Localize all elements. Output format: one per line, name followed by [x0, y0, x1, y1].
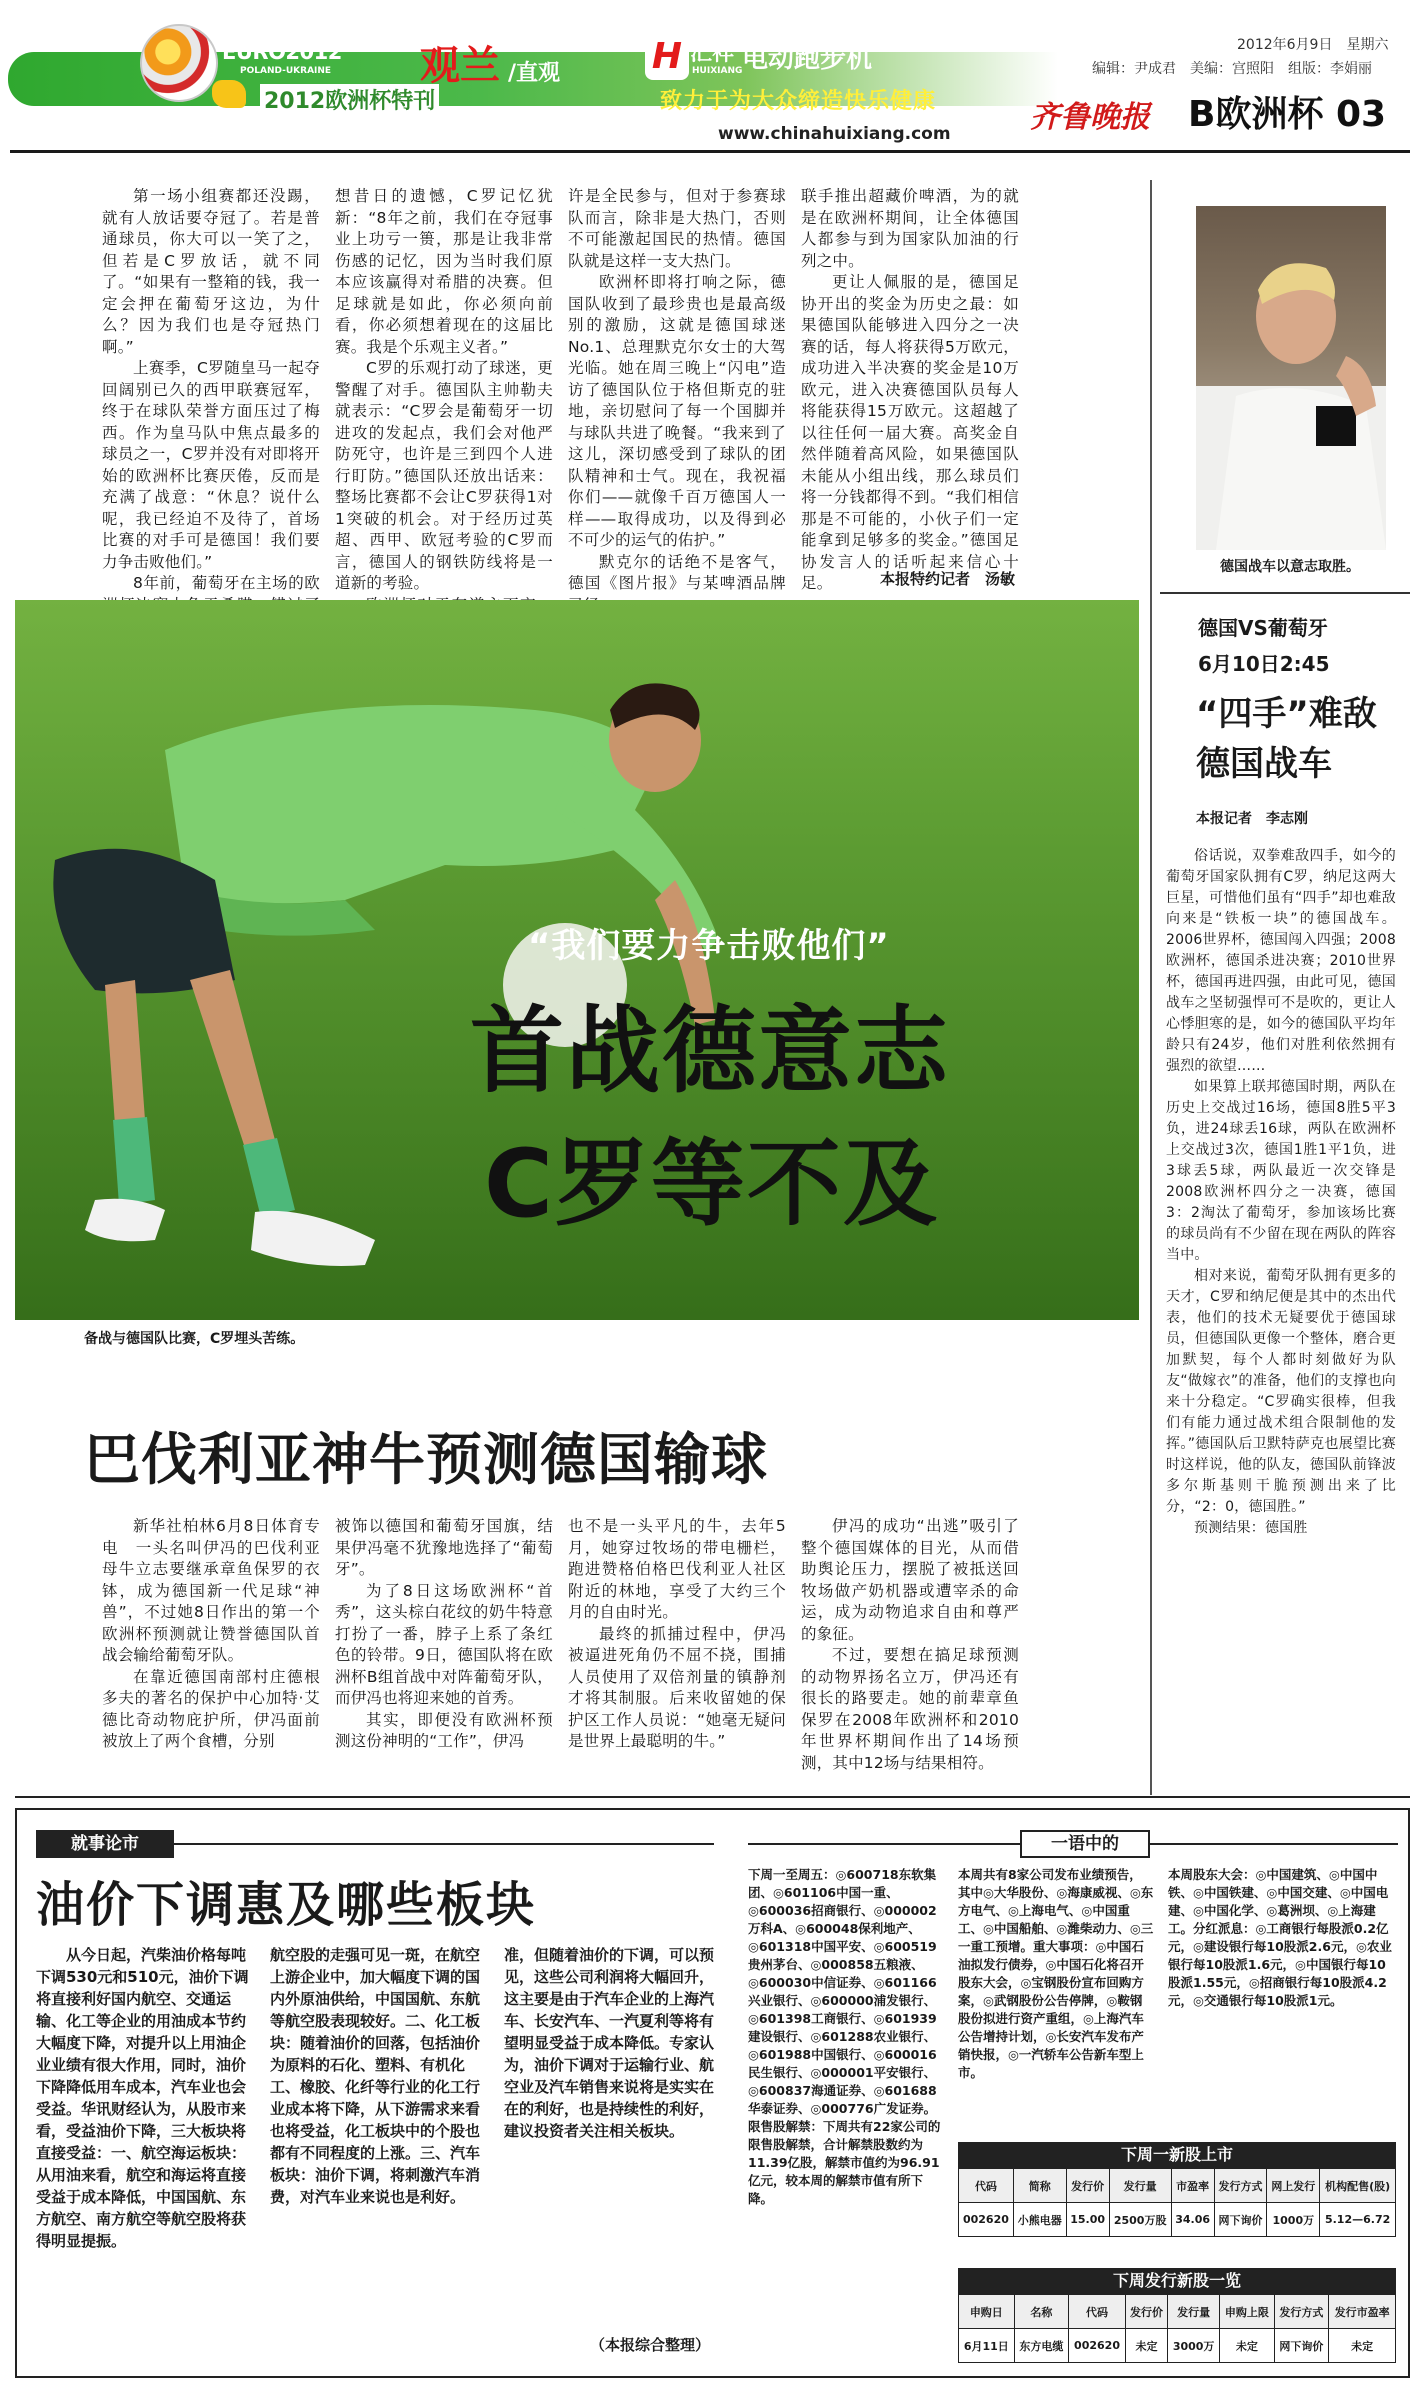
sponsor-url[interactable]: www.chinahuixiang.com: [718, 124, 951, 144]
table-cell: 2500万股: [1109, 2203, 1171, 2237]
table-header-cell: 机构配售(股): [1320, 2169, 1396, 2203]
table-cell: 未定: [1329, 2329, 1396, 2363]
main-quote: “我们要力争击败他们”: [528, 926, 890, 966]
paragraph: 伊冯的成功“出逃”吸引了整个德国媒体的目光，从而借助舆论压力，摆脱了被抵送回牧场做产奶机器或遭宰杀的命运，成为动物追求自由和尊严的象征。: [801, 1517, 1019, 1643]
table-cell: 002620: [1069, 2329, 1126, 2363]
table-cell: 小熊电器: [1013, 2203, 1066, 2237]
finance-headline: 油价下调惠及哪些板块: [36, 1877, 537, 1933]
guanlan-title: 观兰: [420, 42, 500, 89]
euro-logo-flower: [212, 80, 246, 108]
player-silhouette: [1196, 206, 1386, 550]
sponsor-name: 汇祥: [690, 41, 735, 66]
stock-news-col3: 本周股东大会：◎中国建筑、◎中国中铁、◎中国铁建、◎中国交建、◎中国电建、◎中国化学、◎葛洲坝、◎上海建工。分红派息：◎工商银行每股派0.2亿元，◎建设银行每10股派2.6元，◎农业银行每10股派1.6元，◎中国银行每10股派1.55元，◎招商银行每10股派4.2元，◎交通银行每10股派1元。: [1168, 1867, 1392, 2008]
table-cell: 未定: [1220, 2329, 1275, 2363]
paragraph: 俗话说，双拳难敌四手，如今的葡萄牙国家队拥有C罗，纳尼这两大巨星，可惜他们虽有“四手”却也难敌向来是“铁板一块”的德国战车。2006世界杯，德国闯入四强；2008欧洲杯，德国杀进决赛；2010世界杯，德国再进四强，由此可见，德国战车之坚韧强悍可不是吹的，更让人心悸胆寒的是，如今的德国队平均年龄只有24岁，他们对胜利依然拥有强烈的欲望……: [1166, 848, 1396, 1074]
main-headline-line1: 首战德意志: [470, 997, 951, 1106]
table-cell: 002620: [959, 2203, 1014, 2237]
new-issue-title: 下周发行新股一览: [958, 2268, 1396, 2294]
paragraph: 相对来说，葡萄牙队拥有更多的天才，C罗和纳尼便是其中的杰出代表，他们的技术无疑要优于德国球员，但德国队更像一个整体，磨合更加默契，每个人都时刻做好为队友“做嫁衣”的准备，他们的支撑也向来十分稳定。“C罗确实很棒，但我们有能力通过战术组合限制他的发挥。”德国队后卫默特萨克也展望比赛时这样说，他的队友，德国队前锋波多尔斯基则干脆预测出来了比分，“2：0，德国胜。”: [1166, 1268, 1396, 1515]
issue-date: 2012年6月9日 星期六: [1237, 37, 1389, 53]
bull-col2: [335, 1516, 553, 1778]
header: [0, 0, 1417, 155]
table-header-cell: 发行方式: [1274, 2295, 1329, 2329]
finance-tag: 就事论市: [36, 1830, 174, 1858]
zhiguan-title: /直观: [508, 61, 561, 86]
paragraph: 更让人佩服的是，德国足协开出的奖金为历史之最：如果德国队能够进入四分之一决赛的话，每人将获得5万欧元，成功进入半决赛的奖金是10万欧元，进入决赛德国队员每人将能获得15万欧元。这超越了以往任何一届大赛。高奖金自然伴随着高风险，如果德国队未能从小组出线，那么球员们将一分钱都得不到。“我们相信那是不可能的，小伙子们一定能拿到足够多的奖金。”德国足协发言人的话听起来信心十足。: [801, 273, 1019, 592]
paragraph: C罗的乐观打动了球迷，更警醒了对手。德国队主帅勒夫就表示：“C罗会是葡萄牙一切进攻的发起点，我们会对他严防死守，也许是三到四个人进行盯防。”德国队还放出话来：整场比赛都不会让C罗获得1对1突破的机会。对于经历过英超、西甲、欧冠考验的C罗而言，德国人的钢铁防线将是一道新的考验。: [335, 359, 553, 592]
paper-name: 齐鲁晚报: [1030, 100, 1150, 135]
table-cell: 5.12—6.72: [1320, 2203, 1396, 2237]
euro-ball-logo: [140, 24, 218, 102]
paragraph: 联手推出超藏价啤酒，为的就是在欧洲杯期间，让全体德国人都参与到为国家队加油的行列之中。: [801, 187, 1019, 270]
new-issue-grid: [958, 2294, 1396, 2363]
table-cell: 东方电缆: [1014, 2329, 1069, 2363]
table-header-cell: 网上发行: [1267, 2169, 1320, 2203]
paragraph: 其实，即便没有欧洲杯预测这份神明的“工作”，伊冯: [335, 1710, 553, 1750]
table-header-cell: 市盈率: [1171, 2169, 1214, 2203]
table-header-cell: 申购上限: [1220, 2295, 1275, 2329]
bull-col3: [568, 1516, 786, 1778]
table-header-cell: 名称: [1014, 2295, 1069, 2329]
stock-news-col2: 本周共有8家公司发布业绩预告，其中◎大华股份、◎海康威视、◎东方电气、◎上海电气、◎中国重工、◎中国船舶、◎潍柴动力、◎三一重工预增。重大事项：◎中国石油拟发行债券，◎中国石化将召开股东大会，◎宝钢股份宣布回购方案，◎武钢股份公告停牌，◎鞍钢股份拟进行资产重组，◎上海汽车公告增持计划，◎长安汽车发布产销快报，◎一汽轿车公告新车型上市。: [958, 1867, 1154, 2080]
paragraph: 如果算上联邦德国时期，两队在历史上交战过16场，德国8胜5平3负，进24球丢16球，两队在欧洲杯上交战过3次，德国1胜1平1负，进3球丢5球，两队最近一次交锋是2008欧洲杯四分之一决赛，德国3：2淘汰了葡萄牙，参加该场比赛的球员尚有不少留在现在两队的阵容当中。: [1166, 1079, 1396, 1263]
table-header-cell: 发行方式: [1214, 2169, 1267, 2203]
table-cell: 3000万: [1168, 2329, 1220, 2363]
staff-credits: 编辑：尹成君 美编：宫照阳 组版：李娟丽: [1092, 61, 1372, 77]
sidebar-match-time: 6月10日2:45: [1198, 652, 1330, 676]
paragraph: 欧洲杯即将打响之际，德国队收到了最珍贵也是最高级别的激励，这就是德国球迷No.1、总理默克尔女士的大驾光临。她在周三晚上“闪电”造访了德国队位于格但斯克的驻地，亲切慰问了每一个国脚并与球队共进了晚餐。“我来到了这儿，深切感受到了球队的团队精神和士气。现在，我祝福你们——就像千百万德国人一样——取得成功，以及得到必不可少的运气的佑护。”: [568, 273, 786, 549]
table-cell: 未定: [1125, 2329, 1167, 2363]
paragraph: 第一场小组赛都还没踢，就有人放话要夺冠了。若是普通球员，你大可以一笑了之，但若是C罗放话，就不同了。“如果有一整箱的钱，我一定会押在葡萄牙这边，为什么？因为我们也是夺冠热门啊。”: [102, 187, 320, 356]
uefa-label: UEFA: [262, 28, 294, 41]
table-cell: 34.06: [1171, 2203, 1214, 2237]
main-article-col3: [568, 186, 786, 598]
sponsor-product: 电动跑步机: [742, 44, 873, 74]
table-cell: 1000万: [1267, 2203, 1320, 2237]
new-listing-grid: [958, 2168, 1396, 2237]
main-headline-line2: C罗等不及: [484, 1130, 939, 1239]
table-cell: 网下询价: [1214, 2203, 1267, 2237]
table-header-cell: 发行价: [1066, 2169, 1109, 2203]
new-listing-title: 下周一新股上市: [958, 2142, 1396, 2168]
finance-col2: 航空股的走强可见一斑，在航空上游企业中，加大幅度下调的国内外原油供给，中国国航、东航等航空股表现较好。二、化工板块：随着油价的回落，包括油价为原料的石化、塑料、有机化工、橡胶、化纤等行业的化工行业成本将下降，从下游需求来看也将受益，化工板块中的个股也都有不同程度的上涨。三、汽车板块：油价下调，将刺激汽车消费，对汽车业来说也是利好。: [270, 1946, 481, 2206]
sidebar-divider: [1150, 180, 1152, 1795]
table-header-cell: 代码: [959, 2169, 1014, 2203]
finance-col3: 准，但随着油价的下调，可以预见，这些公司利润将大幅回升，这主要是由于汽车企业的上海汽车、长安汽车、一汽夏利等将有望明显受益于成本降低。专家认为，油价下调对于运输行业、航空业及汽车销售来说将是实实在在的利好，也是持续性的利好，建议投资者关注相关板块。: [504, 1946, 715, 2140]
paragraph: 默克尔的话绝不是客气，德国《图片报》与某啤酒品牌: [568, 552, 786, 592]
new-issue-table: [958, 2268, 1396, 2363]
paragraph: 被饰以德国和葡萄牙国旗，结果伊冯毫不犹豫地选择了“葡萄牙”。: [335, 1517, 553, 1578]
main-article-col1: [102, 186, 320, 598]
table-header-cell: 发行量: [1109, 2169, 1171, 2203]
bull-col1: [102, 1516, 320, 1778]
sidebar-body: [1166, 846, 1396, 1696]
finance-col3-credit: （本报综合整理）: [590, 2336, 711, 2354]
euro-logo-subtext: POLAND-UKRAINE: [240, 66, 332, 76]
sidebar-headline-line1: “四手”难敌: [1196, 694, 1377, 734]
paragraph: 在靠近德国南部村庄德根多夫的著名的保护中心加特·艾德比奇动物庇护所，伊冯面前被放上了两个食槽，分别: [102, 1667, 320, 1750]
header-rule: [10, 150, 1410, 153]
table-header-cell: 发行量: [1168, 2295, 1220, 2329]
section-page: B欧洲杯 03: [1188, 94, 1387, 135]
table-header-cell: 发行市盈率: [1329, 2295, 1396, 2329]
sidebar-photo-caption: 德国战车以意志取胜。: [1220, 559, 1360, 575]
paragraph: 不过，要想在搞足球预测的动物界扬名立万，伊冯还有很长的路要走。她的前辈章鱼保罗在2008年欧洲杯和2010年世界杯期间作出了14场预测，其中12场与结果相符。: [801, 1646, 1019, 1772]
table-header-cell: 简称: [1013, 2169, 1066, 2203]
euro-logo-text: EURO2012: [222, 40, 342, 64]
paragraph: 新华社柏林6月8日体育专电 一头名叫伊冯的巴伐利亚母牛立志要继承章鱼保罗的衣钵，成为德国新一代足球“神兽”，不过她8日作出的第一个欧洲杯预测就让赞誉德国队首战会输给葡萄牙队。: [102, 1517, 320, 1664]
table-header-cell: 发行价: [1125, 2295, 1167, 2329]
bull-headline: 巴伐利亚神牛预测德国输球: [84, 1428, 768, 1493]
quote-tag: 一语中的: [1020, 1830, 1150, 1858]
main-photo-caption: 备战与德国队比赛，C罗埋头苦练。: [84, 1331, 305, 1347]
sidebar-photo: [1196, 206, 1386, 550]
stock-news-col1: 下周一至周五：◎600718东软集团、◎601106中国一重、◎600036招商银行、◎000002万科A、◎600048保利地产、◎601318中国平安、◎600519贵州茅台、◎000858五粮液、◎600030中信证券、◎601166兴业银行、◎600000浦发银行、◎601398工商银行、◎601939建设银行、◎601288农业银行、◎601988中国银行、◎600016民生银行、◎000001平安银行、◎600837海通证券、◎601688华泰证券、◎000776广发证券。限售股解禁：下周共有22家公司的限售股解禁，合计解禁股数约为11.39亿股，解禁市值约为96.91亿元，较本周的解禁市值有所下降。: [748, 1867, 941, 2206]
paragraph: 也不是一头平凡的牛，去年5月，她穿过牧场的带电栅栏，跑进赞格伯格巴伐利亚人社区附近的林地，享受了大约三个月的自由时光。: [568, 1517, 786, 1621]
sidebar-match: 德国VS葡萄牙: [1198, 616, 1328, 640]
sidebar-rule: [1160, 592, 1410, 594]
table-cell: 6月11日: [959, 2329, 1015, 2363]
table-header-cell: 代码: [1069, 2295, 1126, 2329]
table-cell: 15.00: [1066, 2203, 1109, 2237]
sidebar-byline: 本报记者 李志刚: [1196, 811, 1308, 827]
paragraph: 上赛季，C罗随皇马一起夺回阔别已久的西甲联赛冠军，终于在球队荣誉方面压过了梅西。作为皇马队中焦点最多的球员之一，C罗并没有对即将开始的欧洲杯比赛厌倦，反而是充满了战意：“休息？说什么呢，我已经迫不及待了，首场比赛的对手可是德国！我们要力争击败他们。”: [102, 359, 320, 571]
paragraph: 8年前，葡萄牙在主场的欧: [133, 574, 320, 592]
prediction: 预测结果：德国胜: [1194, 1520, 1308, 1536]
sponsor-logo-hx: H: [645, 34, 689, 80]
finance-col1: 从今日起，汽柴油价格每吨下调530元和510元，油价下调将直接利好国内航空、交通运输、化工等企业的用油成本节约大幅度下降，对提升以上用油企业业绩有很大作用，同时，油价下降降低用车成本，汽车业也会受益。华讯财经认为，从股市来看，受益油价下降，三大板块将直接受益：一、航空海运板块：从用油来看，航空和海运将直接受益于成本降低，中国国航、东方航空、南方航空等航空股将获得明显提振。: [36, 1946, 249, 2250]
sponsor-name-en: HUIXIANG: [692, 66, 743, 76]
page-rule-mid: [15, 1796, 1410, 1798]
main-article-byline: 本报特约记者 汤敏: [880, 570, 1016, 588]
finance-tag-rule: [174, 1843, 714, 1845]
sidebar-headline-line2: 德国战车: [1196, 744, 1332, 784]
paragraph: 想昔日的遗憾，C罗记忆犹新：“8年之前，我们在夺冠事业上功亏一篑，那是让我非常伤感的记忆，因为当时我们原本应该赢得对希腊的决赛。但足球就是如此，你必须向前看，你必须想着现在的这届比赛。我是个乐观主义者。”: [335, 187, 553, 356]
special-issue-label: 2012欧洲杯特刊: [260, 84, 439, 115]
paragraph: 许是全民参与，但对于参赛球队而言，除非是大热门，否则不可能激起国民的热情。德国队就是这样一支大热门。: [568, 187, 786, 270]
main-article-col2: [335, 186, 553, 598]
bull-col4: [801, 1516, 1019, 1778]
paragraph: 最终的抓捕过程中，伊冯被逼进死角仍不屈不挠，围捕人员使用了双倍剂量的镇静剂才将其制服。后来收留她的保护区工作人员说：“她毫无疑问是世界上最聪明的牛。”: [568, 1624, 786, 1750]
table-header-cell: 申购日: [959, 2295, 1015, 2329]
paragraph: 为了8日这场欧洲杯“首秀”，这头棕白花纹的奶牛特意打扮了一番，脖子上系了条红色的铃带。9日，德国队将在欧洲杯B组首战中对阵葡萄牙队，而伊冯也将迎来她的首秀。: [335, 1581, 553, 1707]
table-cell: 网下询价: [1274, 2329, 1329, 2363]
sponsor-slogan: 致力于为大众缔造快乐健康: [660, 89, 937, 114]
new-listing-table: [958, 2142, 1396, 2237]
